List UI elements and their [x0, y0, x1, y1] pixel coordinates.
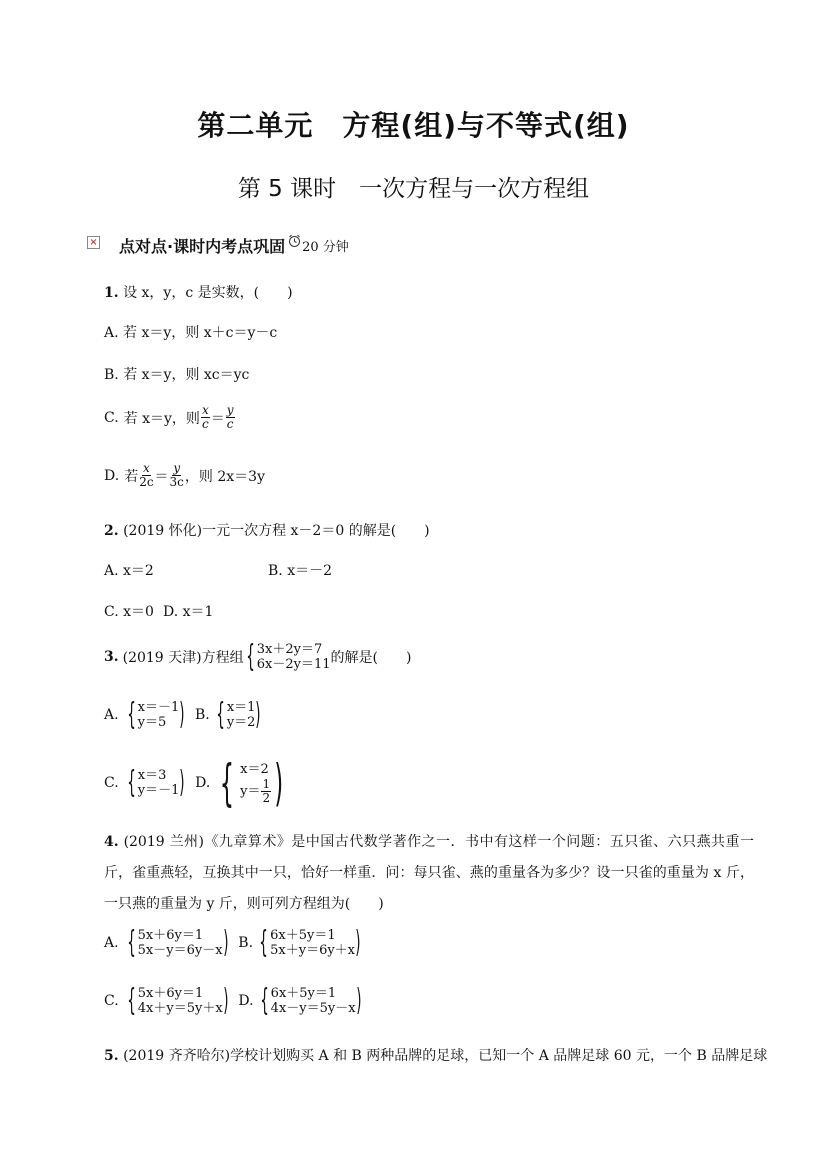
q3-number: 3.	[104, 649, 119, 665]
q2-number: 2.	[104, 523, 119, 539]
q1-option-b	[104, 364, 249, 384]
equation-system: { 3x＋2y＝7 6x－2y＝11	[245, 639, 331, 674]
q3-text: (2019 天津)方程组	[122, 650, 244, 666]
fraction: $\frac{y}{3c}$	[169, 461, 184, 489]
q1-option-a	[104, 322, 277, 342]
option-text: 若 x＝y，则 xc＝yc	[123, 367, 250, 383]
q1-number: 1.	[104, 285, 119, 301]
q1-option-d	[104, 462, 265, 489]
option-text: ，则 2x＝3y	[184, 468, 265, 485]
equation: 3x＋2y＝7	[256, 642, 323, 657]
fraction: $\frac{x}{c}$	[201, 403, 209, 431]
section-time: 20 分钟	[302, 239, 349, 255]
option-label: C.	[104, 775, 119, 791]
option-text: 若	[124, 468, 139, 485]
q5-number: 5.	[104, 1048, 119, 1064]
q3-text-end: 的解是( )	[330, 650, 412, 666]
equals-sign: ＝	[210, 410, 225, 427]
q4-option-b: { 6x＋5y＝1 5x＋y＝6y＋x )	[259, 925, 361, 960]
option-label: A.	[104, 935, 119, 951]
q2-option-c: C. x＝0	[104, 604, 154, 620]
q4-options-ab	[104, 925, 361, 960]
fraction: $\frac{y}{c}$	[226, 403, 234, 431]
q2-option-d: D. x＝1	[163, 604, 214, 620]
option-text: 若 x＝y，则	[123, 410, 200, 427]
q3-option-d: { x＝2 y＝ $\frac{1}{2}$ )	[220, 754, 284, 812]
option-text: 若 x＝y，则 x＋c＝y－c	[123, 325, 278, 341]
q2-option-b: B. x＝－2	[268, 563, 332, 579]
q1-text: 设 x，y，c 是实数，( )	[123, 285, 293, 301]
option-label: D.	[195, 775, 211, 791]
option-label: B.	[104, 367, 119, 383]
option-label: A.	[104, 325, 119, 341]
q4-options-cd	[104, 983, 362, 1018]
equation: 6x－2y＝11	[256, 657, 331, 672]
q4-text: (2019 兰州)《九章算术》是中国古代数学著作之一．书中有这样一个问题：五只雀、六只燕共重一斤，雀重燕轻，互换其中一只，恰好一样重．问：每只雀、燕的重量各为多少？设一只雀的重量为 x 斤，一只燕的重量为 y 斤，则可列方程组为( )	[104, 834, 754, 912]
q3-option-a: { x＝－1 y＝5 )	[126, 697, 185, 732]
fraction: $\frac{x}{2c}$	[139, 461, 154, 489]
q4-option-a: { 5x＋6y＝1 5x－y＝6y－x )	[126, 925, 229, 960]
q5-text: (2019 齐齐哈尔)学校计划购买 A 和 B 两种品牌的足球，已知一个 A 品牌足球 60 元，一个 B 品牌足球	[123, 1048, 768, 1064]
option-label: D.	[104, 467, 120, 484]
q1-stem	[104, 282, 293, 302]
q2-stem	[104, 520, 430, 540]
unit-title: 第二单元 方程(组)与不等式(组)	[197, 109, 630, 142]
section-title: 点对点·课时内考点巩固	[119, 236, 286, 256]
option-label: C.	[104, 409, 119, 426]
q1-option-c	[104, 404, 236, 431]
q3-options-cd	[104, 754, 286, 812]
option-label: A.	[104, 707, 119, 723]
section-header	[87, 234, 349, 256]
equals-sign: ＝	[154, 468, 169, 485]
q2-text: (2019 怀化)一元一次方程 x－2＝0 的解是( )	[123, 523, 430, 539]
q3-option-b: { x＝1 y＝2 )	[215, 697, 261, 732]
alarm-clock-icon	[287, 233, 302, 252]
option-label: D.	[238, 993, 254, 1009]
lesson-title: 第 5 课时 一次方程与一次方程组	[237, 176, 590, 202]
q4-number: 4.	[104, 834, 119, 850]
option-label: B.	[238, 935, 254, 951]
option-label: C.	[104, 993, 119, 1009]
q3-stem	[104, 639, 412, 674]
q2-option-a: A. x＝2	[104, 563, 154, 579]
q3-options-ab	[104, 697, 261, 732]
broken-image-icon: ×	[87, 236, 100, 249]
q4-stem	[104, 827, 754, 920]
q4-option-c: { 5x＋6y＝1 4x＋y＝5y＋x )	[126, 983, 229, 1018]
q5-stem	[104, 1045, 767, 1065]
q4-option-d: { 6x＋5y＝1 4x－y＝5y－x )	[259, 983, 362, 1018]
option-label: B.	[194, 707, 210, 723]
q3-option-c: { x＝3 y＝－1 )	[126, 765, 185, 800]
